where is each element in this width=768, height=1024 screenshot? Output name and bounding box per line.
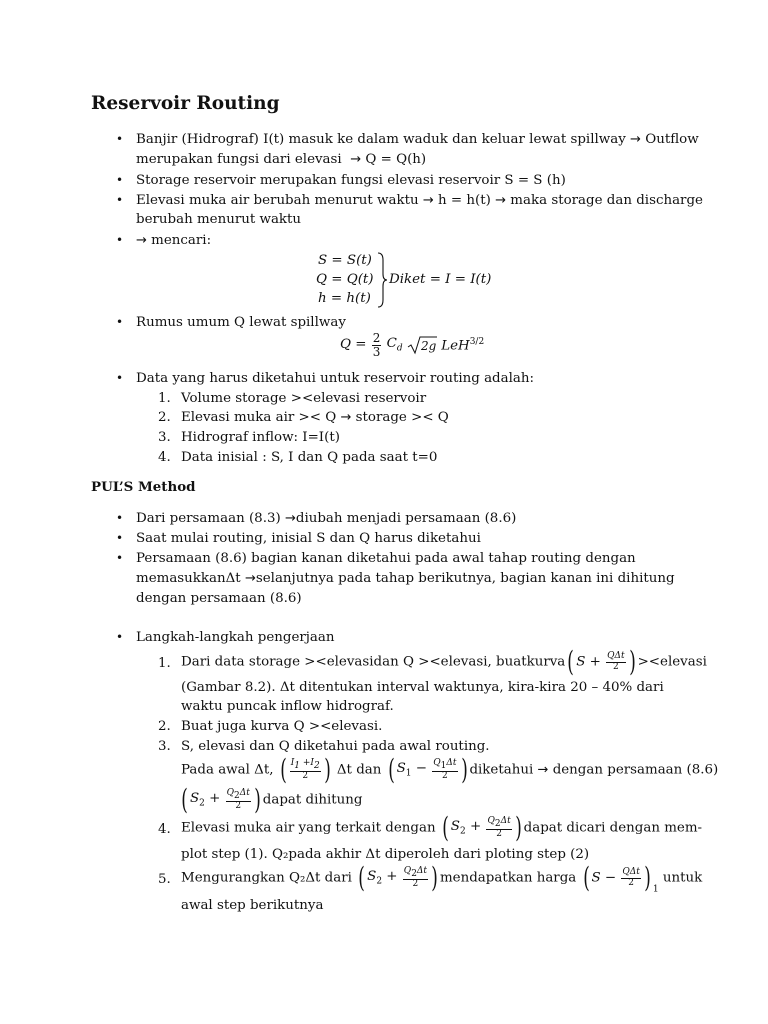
bullet-text-part: selanjutnya pada tahap berikutnya, bagian kanan ini dihitung [255,571,675,586]
right-brace-icon [376,252,388,308]
arrow-right-icon: → [350,152,362,167]
fraction: $\frac{Q2\Delta t}{2}$ [403,865,428,889]
step-text: Mengurangkan Q₂Δt dari ( $S_2$ + $\frac{Q2\Delta t}{2}$ ) mendapatkan harga ( S − $\frac{\text{QΔt}}{2}$ ) $_1$ untuk [181,861,703,895]
bullet-marker: • [116,551,124,565]
arrow-right-icon: → [136,233,147,248]
bullet-marker: • [116,511,124,525]
step-text: waktu puncak inflow hidrograf. [181,699,394,714]
page-title: Reservoir Routing [91,93,280,114]
list-number: 3. [158,739,171,754]
equation-line: Q = Q(t) [316,272,374,287]
step-text-part: Mengurangkan Q₂Δt dari [181,870,352,886]
step-text-part: Δt dan [336,762,382,778]
bullet-marker: • [116,193,124,207]
list-item [181,411,449,424]
list-item-part: Elevasi muka air >< Q [181,410,337,425]
arrow-right-icon: → [340,410,352,425]
bullet-text-part: diubah menjadi persamaan (8.6) [295,511,517,526]
fraction: $\frac{2}{3}$ [372,331,381,359]
step-text-part: mendapatkan harga [439,870,577,886]
bullet-text-part: Banjir (Hidrograf) I(t) masuk ke dalam waduk dan keluar lewat spillway [136,132,626,147]
bullet-marker: • [116,173,124,187]
bullet-text-part: Elevasi muka air berubah menurut waktu [136,193,419,208]
bullet-text-part: mencari: [151,233,212,248]
list-number: 4. [158,450,171,465]
bullet-marker: • [116,132,124,146]
step-text: Buat juga kurva Q ><elevasi. [181,719,383,734]
bullet-text-part: Dari persamaan (8.3) [136,511,281,526]
arrow-right-icon: → [537,762,549,778]
bullet-text [136,133,699,146]
list-number: 1. [158,656,171,671]
list-item: Hidrograf inflow: I=I(t) [181,430,340,445]
list-number: 4. [158,822,171,837]
step-text-part: dapat dicari dengan mem- [523,820,703,836]
fraction: $\frac{I1 +I2}{2}$ [290,757,320,781]
step-text-part: Elevasi muka air yang terkait dengan [181,820,436,836]
equation-line: h = h(t) [318,291,371,306]
sqrt-symbol-icon [407,335,437,355]
spillway-formula: Q = $\frac{2}{3}$ $C_d$ 2g LeH$^{3/2}$ [340,331,485,359]
bullet-text-part: h = h(t) [438,193,491,208]
bullet-text: Storage reservoir merupakan fungsi elevasi reservoir S = S (h) [136,173,566,188]
step-text-part: Dari data storage ><elevasidan Q ><elevasi, buatkurva [181,654,566,670]
bullet-text: Data yang harus diketahui untuk reservoir routing adalah: [136,371,535,386]
list-number: 2. [158,719,171,734]
bullet-text-part: Q = Q(h) [365,152,427,167]
fraction: $\frac{Q2\Delta t}{2}$ [487,815,511,839]
bullet-text: Persamaan (8.6) bagian kanan diketahui pada awal tahap routing dengan [136,551,636,566]
bullet-marker: • [116,630,124,644]
step-text: awal step berikutnya [181,898,324,913]
step-text: Pada awal Δt, ( $\frac{I1 +I2}{2}$ ) Δt dan ( $S_1$ − $\frac{Q1\Delta t}{2}$ ) diketahui → dengan persamaan (8.6) [181,753,719,786]
step-text-part: Pada awal Δt, [181,762,274,778]
bullet-text-part: maka storage dan discharge [510,193,703,208]
step-text-part: diketahui [469,762,534,778]
step-text: Dari data storage ><elevasidan Q ><elevasi, buatkurva( S + $\frac{\text{QΔt}}{2}$ ) ><elevasi [181,645,707,678]
list-item: Volume storage ><elevasi reservoir [181,391,427,406]
arrow-right-icon: → [495,193,507,208]
step-text-part: dengan persamaan (8.6) [552,762,719,778]
bullet-text [136,234,211,247]
bullet-text [136,572,675,585]
arrow-right-icon: → [244,571,256,586]
step-text: Elevasi muka air yang terkait dengan ( $S_2$ + $\frac{Q2\Delta t}{2}$ ) dapat dicari dengan mem- [181,811,703,844]
bullet-text-part: memasukkanΔt [136,571,241,586]
fraction: $\frac{Q2\Delta t}{2}$ [226,787,250,811]
list-item: Data inisial : S, I dan Q pada saat t=0 [181,450,438,465]
bullet-text: dengan persamaan (8.6) [136,591,302,606]
step-text-part: untuk [662,870,703,886]
bullet-text [136,512,516,525]
list-number: 3. [158,430,171,445]
svg-text:2g: 2g [420,339,437,354]
bullet-text: Langkah-langkah pengerjaan [136,630,335,645]
equation-given: Diket = I = I(t) [389,272,492,287]
bullet-marker: • [116,371,124,385]
step-text: ( $S_2$ + $\frac{Q2\Delta t}{2}$ ) dapat dihitung [181,783,363,816]
fraction: $\frac{\text{QΔt}}{2}$ [607,651,625,672]
step-text: S, elevasi dan Q diketahui pada awal routing. [181,739,490,754]
section-heading: PUL’S Method [91,479,196,495]
equation-line: S = S(t) [318,253,372,268]
bullet-text-part: merupakan fungsi dari elevasi [136,152,342,167]
list-number: 5. [158,872,171,887]
bullet-text [136,153,426,166]
bullet-text: Saat mulai routing, inisial S dan Q harus diketahui [136,531,481,546]
bullet-text [136,194,703,207]
bullet-marker: • [116,315,124,329]
fraction: $\frac{\text{QΔt}}{2}$ [622,867,640,888]
arrow-right-icon: → [422,193,434,208]
bullet-marker: • [116,531,124,545]
arrow-right-icon: → [630,132,641,147]
list-item-part: storage >< Q [355,410,449,425]
bullet-marker: • [116,233,124,247]
step-text: (Gambar 8.2). Δt ditentukan interval waktunya, kira-kira 20 – 40% dari [181,680,664,695]
arrow-right-icon: → [284,511,296,526]
list-number: 2. [158,410,171,425]
bullet-text: Rumus umum Q lewat spillway [136,315,346,330]
bullet-text-part: Outflow [645,132,699,147]
bullet-text: berubah menurut waktu [136,212,302,227]
fraction: $\frac{Q1\Delta t}{2}$ [433,757,457,781]
step-text-part: dapat dihitung [262,792,363,808]
list-number: 1. [158,391,171,406]
step-text: plot step (1). Q₂pada akhir Δt diperoleh dari ploting step (2) [181,847,590,862]
step-text-part: ><elevasi [637,654,707,670]
